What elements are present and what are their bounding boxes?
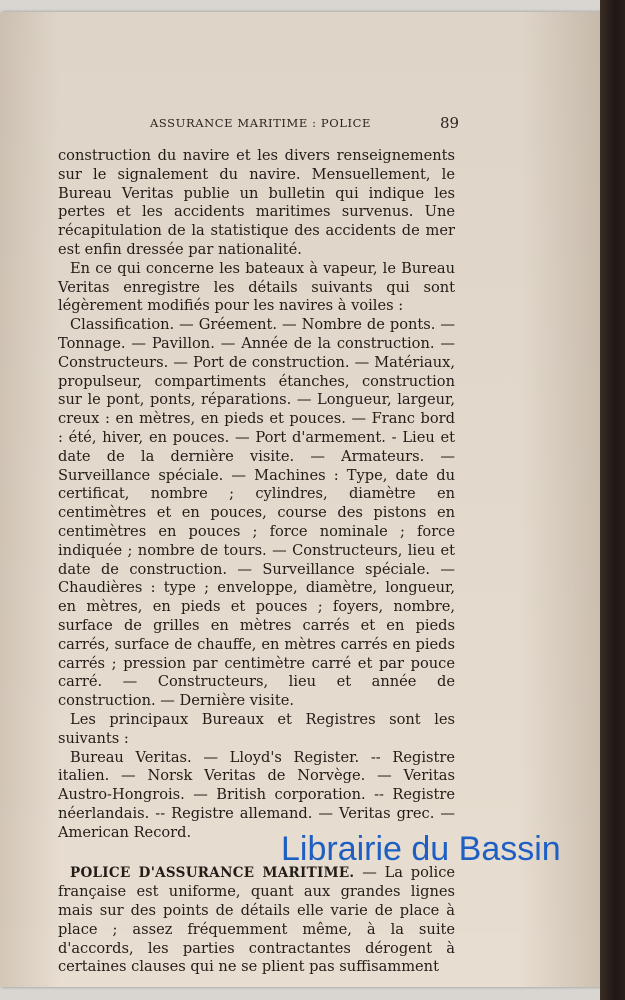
section-heading: POLICE D'ASSURANCE MARITIME. [70, 865, 355, 882]
page-number: 89 [440, 114, 460, 132]
book-spine [600, 0, 625, 1000]
running-head: ASSURANCE MARITIME : POLICE [150, 116, 372, 130]
paragraph-5: Bureau Veritas. — Lloyd's Register. -- Registre italien. — Norsk Veritas de Norvège. — Veritas Austro-Hongrois. — British corporation. -- Registre néerlandais. -- Registre allemand. — Veritas grec. — American Record. [58, 748, 455, 841]
paragraph-4: Les principaux Bureaux et Registres sont les suivants : [58, 710, 455, 747]
paragraph-1: construction du navire et les divers renseignements sur le signalement du navire. Mensuellement, le Bureau Veritas publie un bulletin qui indique les pertes et les accidents maritimes survenus. Une récapitulation de la statistique des accidents de mer est enfin dressée par nationalité. [58, 147, 455, 258]
paragraph-3: Classification. — Gréement. — Nombre de ponts. — Tonnage. — Pavillon. — Année de la construction. — Constructeurs. — Port de construction. — Matériaux, propulseur, compartiments étanches, construction sur le pont, ponts, réparations. — Longueur, largeur, creux : en mètres, en pieds et pouces. — Franc bord : été, hiver, en pouces. — Port d'armement. - Lieu et date de la dernière visite. — Armateurs. — Surveillance spéciale. — Machines : Type, date du certificat, nombre ; cylindres, diamètre en centimètres et en pouces, course des pistons en centimètres en pouces ; force nominale ; force indiquée ; nombre de tours. — Constructeurs, lieu et date de construction. — Surveillance spéciale. — Chaudières : type ; enveloppe, diamètre, longueur, en mètres, en pieds et pouces ; foyers, nombre, surface de grilles en mètres carrés et en pieds carrés, surface de chauffe, en mètres carrés en pieds carrés ; pression par centimètre carré et par pouce carré. — Constructeurs, lieu et année de construction. — Dernière visite. [58, 316, 455, 710]
paragraph-6 [58, 864, 455, 977]
watermark-text: Librairie du Bassin [281, 830, 561, 868]
section-body: — La police française est uniforme, quant aux grandes lignes mais sur des points de détails elle varie de place à place ; assez fréquemment même, à la suite d'accords, les parties contractantes dérogent à certaines clauses qui ne se plient pas suffisamment [58, 864, 456, 976]
paragraph-2: En ce qui concerne les bateaux à vapeur, le Bureau Veritas enregistre les détails suivants qui sont légèrement modifiés pour les navires à voiles : [58, 259, 455, 315]
